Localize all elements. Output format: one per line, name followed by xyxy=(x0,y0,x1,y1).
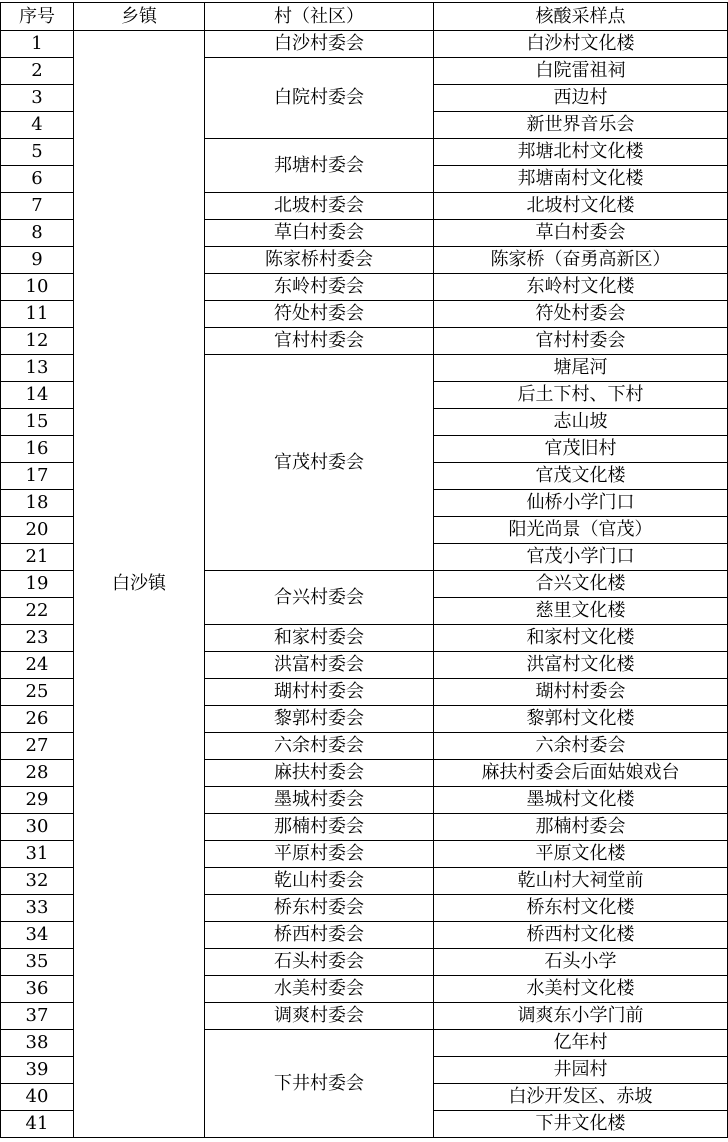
site-cell: 墨城村文化楼 xyxy=(434,787,728,814)
site-cell: 合兴文化楼 xyxy=(434,571,728,598)
village-cell: 水美村委会 xyxy=(205,976,434,1003)
site-cell: 北坡村文化楼 xyxy=(434,193,728,220)
site-cell: 六余村委会 xyxy=(434,733,728,760)
table-row xyxy=(1,31,728,58)
village-cell: 下井村委会 xyxy=(205,1030,434,1138)
header-village: 村（社区） xyxy=(205,3,434,31)
site-cell: 邦塘北村文化楼 xyxy=(434,139,728,166)
seq-cell: 37 xyxy=(1,1003,74,1030)
village-cell: 和家村委会 xyxy=(205,625,434,652)
village-cell: 那楠村委会 xyxy=(205,814,434,841)
village-cell: 东岭村委会 xyxy=(205,274,434,301)
site-cell: 调爽东小学门前 xyxy=(434,1003,728,1030)
site-cell: 官村村委会 xyxy=(434,328,728,355)
site-cell: 瑚村村委会 xyxy=(434,679,728,706)
site-cell: 桥东村文化楼 xyxy=(434,895,728,922)
header-row xyxy=(1,3,728,31)
village-cell: 陈家桥村委会 xyxy=(205,247,434,274)
site-cell: 黎郭村文化楼 xyxy=(434,706,728,733)
seq-cell: 26 xyxy=(1,706,74,733)
seq-cell: 30 xyxy=(1,814,74,841)
site-cell: 白沙开发区、赤坡 xyxy=(434,1084,728,1111)
seq-cell: 19 xyxy=(1,571,74,598)
site-cell: 慈里文化楼 xyxy=(434,598,728,625)
seq-cell: 14 xyxy=(1,382,74,409)
seq-cell: 31 xyxy=(1,841,74,868)
site-cell: 邦塘南村文化楼 xyxy=(434,166,728,193)
seq-cell: 29 xyxy=(1,787,74,814)
village-cell: 白院村委会 xyxy=(205,58,434,139)
site-cell: 井园村 xyxy=(434,1057,728,1084)
village-cell: 草白村委会 xyxy=(205,220,434,247)
seq-cell: 10 xyxy=(1,274,74,301)
site-cell: 西边村 xyxy=(434,85,728,112)
seq-cell: 21 xyxy=(1,544,74,571)
village-cell: 平原村委会 xyxy=(205,841,434,868)
seq-cell: 7 xyxy=(1,193,74,220)
header-seq: 序号 xyxy=(1,3,74,31)
seq-cell: 13 xyxy=(1,355,74,382)
site-cell: 水美村文化楼 xyxy=(434,976,728,1003)
seq-cell: 3 xyxy=(1,85,74,112)
site-cell: 官茂小学门口 xyxy=(434,544,728,571)
seq-cell: 35 xyxy=(1,949,74,976)
seq-cell: 24 xyxy=(1,652,74,679)
village-cell: 调爽村委会 xyxy=(205,1003,434,1030)
site-cell: 麻扶村委会后面姑娘戏台 xyxy=(434,760,728,787)
seq-cell: 16 xyxy=(1,436,74,463)
village-cell: 墨城村委会 xyxy=(205,787,434,814)
site-cell: 洪富村文化楼 xyxy=(434,652,728,679)
village-cell: 邦塘村委会 xyxy=(205,139,434,193)
village-cell: 六余村委会 xyxy=(205,733,434,760)
village-cell: 黎郭村委会 xyxy=(205,706,434,733)
site-cell: 乾山村大祠堂前 xyxy=(434,868,728,895)
village-cell: 符处村委会 xyxy=(205,301,434,328)
seq-cell: 28 xyxy=(1,760,74,787)
seq-cell: 9 xyxy=(1,247,74,274)
seq-cell: 17 xyxy=(1,463,74,490)
site-cell: 白沙村文化楼 xyxy=(434,31,728,58)
seq-cell: 8 xyxy=(1,220,74,247)
seq-cell: 34 xyxy=(1,922,74,949)
site-cell: 平原文化楼 xyxy=(434,841,728,868)
seq-cell: 32 xyxy=(1,868,74,895)
site-cell: 桥西村文化楼 xyxy=(434,922,728,949)
village-cell: 官茂村委会 xyxy=(205,355,434,571)
village-cell: 合兴村委会 xyxy=(205,571,434,625)
seq-cell: 27 xyxy=(1,733,74,760)
site-cell: 和家村文化楼 xyxy=(434,625,728,652)
seq-cell: 6 xyxy=(1,166,74,193)
seq-cell: 25 xyxy=(1,679,74,706)
site-cell: 那楠村委会 xyxy=(434,814,728,841)
site-cell: 后土下村、下村 xyxy=(434,382,728,409)
seq-cell: 38 xyxy=(1,1030,74,1057)
village-cell: 瑚村村委会 xyxy=(205,679,434,706)
seq-cell: 33 xyxy=(1,895,74,922)
seq-cell: 11 xyxy=(1,301,74,328)
village-cell: 桥东村委会 xyxy=(205,895,434,922)
town-cell: 白沙镇 xyxy=(74,31,205,1138)
site-cell: 阳光尚景（官茂） xyxy=(434,517,728,544)
seq-cell: 4 xyxy=(1,112,74,139)
seq-cell: 39 xyxy=(1,1057,74,1084)
header-town: 乡镇 xyxy=(74,3,205,31)
site-cell: 符处村委会 xyxy=(434,301,728,328)
site-cell: 官茂旧村 xyxy=(434,436,728,463)
site-cell: 志山坡 xyxy=(434,409,728,436)
village-cell: 麻扶村委会 xyxy=(205,760,434,787)
site-cell: 下井文化楼 xyxy=(434,1111,728,1138)
site-cell: 塘尾河 xyxy=(434,355,728,382)
seq-cell: 23 xyxy=(1,625,74,652)
site-cell: 亿年村 xyxy=(434,1030,728,1057)
site-cell: 草白村委会 xyxy=(434,220,728,247)
sampling-sites-table xyxy=(0,2,728,1138)
site-cell: 新世界音乐会 xyxy=(434,112,728,139)
site-cell: 石头小学 xyxy=(434,949,728,976)
seq-cell: 36 xyxy=(1,976,74,1003)
seq-cell: 1 xyxy=(1,31,74,58)
site-cell: 白院雷祖祠 xyxy=(434,58,728,85)
village-cell: 白沙村委会 xyxy=(205,31,434,58)
village-cell: 乾山村委会 xyxy=(205,868,434,895)
seq-cell: 41 xyxy=(1,1111,74,1138)
village-cell: 桥西村委会 xyxy=(205,922,434,949)
village-cell: 官村村委会 xyxy=(205,328,434,355)
seq-cell: 22 xyxy=(1,598,74,625)
header-site: 核酸采样点 xyxy=(434,3,728,31)
site-cell: 官茂文化楼 xyxy=(434,463,728,490)
site-cell: 仙桥小学门口 xyxy=(434,490,728,517)
seq-cell: 18 xyxy=(1,490,74,517)
site-cell: 陈家桥（奋勇高新区） xyxy=(434,247,728,274)
seq-cell: 5 xyxy=(1,139,74,166)
table-body xyxy=(1,31,728,1138)
seq-cell: 40 xyxy=(1,1084,74,1111)
seq-cell: 15 xyxy=(1,409,74,436)
village-cell: 北坡村委会 xyxy=(205,193,434,220)
seq-cell: 2 xyxy=(1,58,74,85)
seq-cell: 12 xyxy=(1,328,74,355)
village-cell: 石头村委会 xyxy=(205,949,434,976)
seq-cell: 20 xyxy=(1,517,74,544)
site-cell: 东岭村文化楼 xyxy=(434,274,728,301)
village-cell: 洪富村委会 xyxy=(205,652,434,679)
